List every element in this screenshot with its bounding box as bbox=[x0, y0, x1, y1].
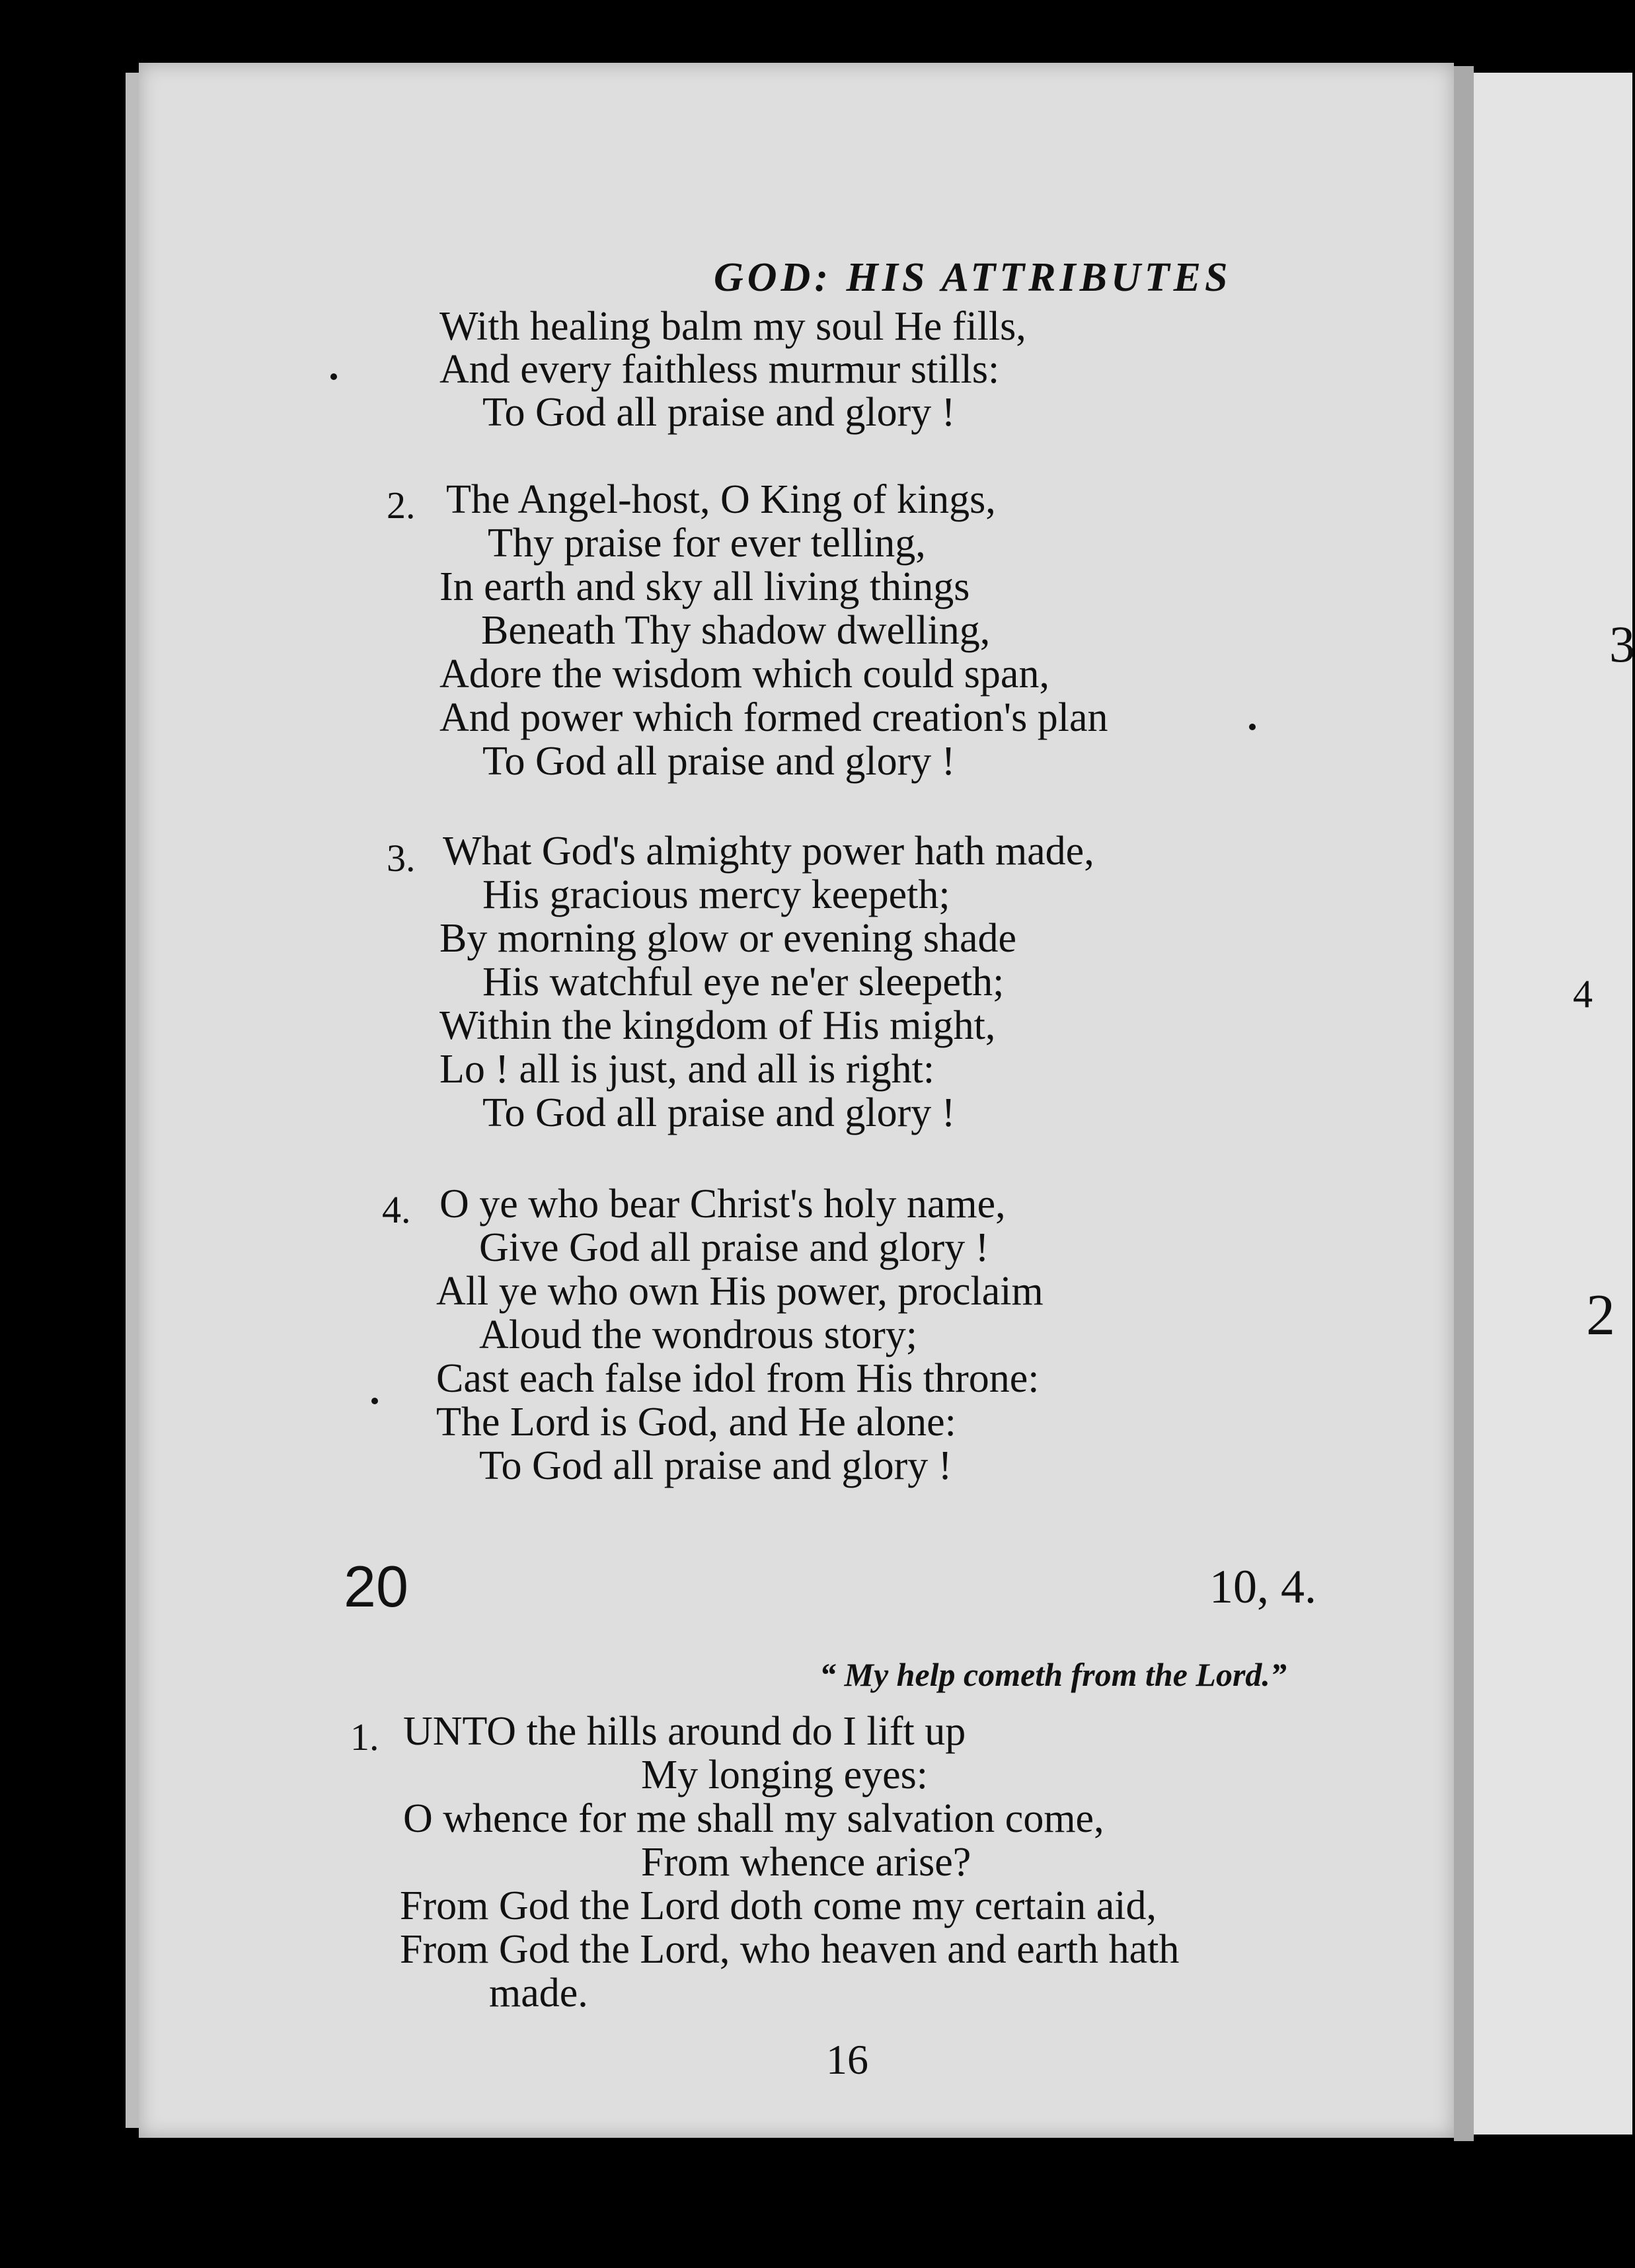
page-number: 16 bbox=[826, 2036, 868, 2083]
verse-line: My longing eyes: bbox=[641, 1753, 928, 1797]
page-gutter bbox=[1454, 66, 1474, 2141]
facing-page-mark: 2 bbox=[1586, 1283, 1615, 1347]
verse-line: To God all praise and glory ! bbox=[479, 1443, 952, 1488]
verse-line: What God's almighty power hath made, bbox=[443, 829, 1094, 874]
verse-line: By morning glow or evening shade bbox=[439, 916, 1017, 961]
verse-line: With healing balm my soul He fills, bbox=[439, 304, 1026, 349]
print-speck bbox=[1249, 724, 1256, 730]
book-page bbox=[139, 63, 1454, 2138]
stanza-number: 3. bbox=[387, 837, 416, 880]
verse-line: His gracious mercy keepeth; bbox=[482, 872, 950, 917]
verse-line: To God all praise and glory ! bbox=[482, 390, 956, 435]
facing-page-mark: 4 bbox=[1573, 972, 1593, 1016]
verse-line: Adore the wisdom which could span, bbox=[439, 652, 1049, 697]
verse-line: made. bbox=[489, 1971, 588, 2016]
stanza-number: 4. bbox=[382, 1188, 411, 1231]
hymn-epigraph: “ My help cometh from the Lord.” bbox=[819, 1656, 1287, 1693]
verse-line: O ye who bear Christ's holy name, bbox=[439, 1182, 1006, 1227]
facing-page bbox=[1474, 73, 1635, 2135]
running-head: GOD: HIS ATTRIBUTES bbox=[714, 255, 1232, 300]
verse-line: His watchful eye ne'er sleepeth; bbox=[482, 960, 1005, 1004]
print-speck bbox=[330, 373, 337, 380]
verse-line: Lo ! all is just, and all is right: bbox=[439, 1047, 935, 1092]
verse-line: O whence for me shall my salvation come, bbox=[403, 1796, 1104, 1841]
print-speck bbox=[371, 1398, 378, 1404]
verse-line: Thy praise for ever telling, bbox=[488, 521, 926, 566]
verse-line: From God the Lord doth come my certain aid, bbox=[400, 1883, 1157, 1928]
verse-line: Aloud the wondrous story; bbox=[479, 1312, 918, 1357]
verse-line: And power which formed creation's plan bbox=[439, 695, 1108, 740]
verse-line: Within the kingdom of His might, bbox=[439, 1003, 996, 1048]
verse-line: Beneath Thy shadow dwelling, bbox=[481, 608, 991, 653]
stanza-number: 2. bbox=[387, 484, 416, 527]
verse-line: The Lord is God, and He alone: bbox=[436, 1400, 956, 1445]
hymn-number: 20 bbox=[344, 1554, 408, 1619]
verse-line: All ye who own His power, proclaim bbox=[436, 1269, 1044, 1314]
verse-line: To God all praise and glory ! bbox=[482, 739, 956, 784]
verse-line: Give God all praise and glory ! bbox=[479, 1225, 989, 1270]
verse-line: Cast each false idol from His throne: bbox=[436, 1356, 1040, 1401]
hymn-meter: 10, 4. bbox=[1209, 1560, 1316, 1613]
verse-line: From whence arise? bbox=[641, 1840, 971, 1885]
facing-page-mark: 3 bbox=[1609, 615, 1635, 673]
stanza-number: 1. bbox=[350, 1716, 379, 1758]
verse-line: And every faithless murmur stills: bbox=[439, 347, 1000, 392]
verse-line: In earth and sky all living things bbox=[439, 564, 970, 609]
verse-line: From God the Lord, who heaven and earth hath bbox=[400, 1927, 1180, 1972]
verse-line: To God all praise and glory ! bbox=[482, 1090, 956, 1135]
verse-line: The Angel-host, O King of kings, bbox=[446, 477, 996, 522]
verse-line: UNTO the hills around do I lift up bbox=[403, 1709, 966, 1754]
